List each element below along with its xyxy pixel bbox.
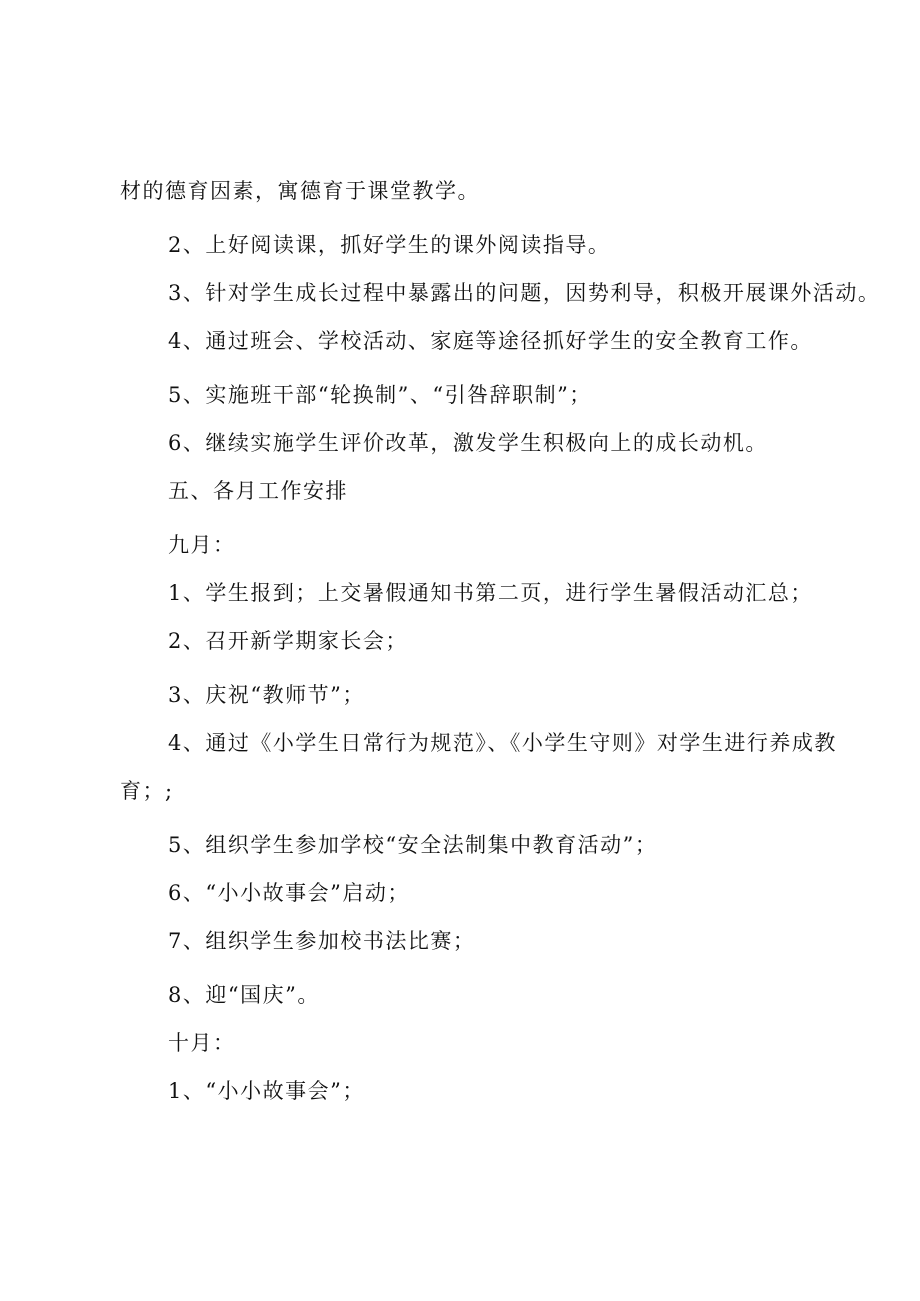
- list-item: 2、召开新学期家长会；: [168, 629, 408, 653]
- list-item: 2、上好阅读课，抓好学生的课外阅读指导。: [168, 233, 611, 257]
- paragraph-continuation: 材的德育因素，寓德育于课堂教学。: [120, 179, 480, 203]
- list-item: 4、通过班会、学校活动、家庭等途径抓好学生的安全教育工作。: [168, 329, 813, 353]
- month-heading: 九月：: [168, 533, 236, 557]
- section-heading: 五、各月工作安排: [168, 479, 348, 503]
- list-item: 1、“小小故事会”；: [168, 1079, 365, 1103]
- list-item: 6、继续实施学生评价改革，激发学生积极向上的成长动机。: [168, 431, 768, 455]
- month-heading: 十月：: [168, 1031, 236, 1055]
- list-item: 8、迎“国庆”。: [168, 983, 320, 1007]
- list-item: 6、“小小故事会”启动；: [168, 881, 410, 905]
- list-item-continuation: 育；;: [120, 779, 174, 803]
- list-item: 1、学生报到；上交暑假通知书第二页，进行学生暑假活动汇总；: [168, 581, 813, 605]
- list-item: 4、通过《小学生日常行为规范》、《小学生守则》对学生进行养成教: [168, 731, 837, 755]
- list-item: 3、针对学生成长过程中暴露出的问题，因势利导，积极开展课外活动。: [168, 281, 881, 305]
- list-item: 3、庆祝“教师节”；: [168, 683, 365, 707]
- list-item: 7、组织学生参加校书法比赛；: [168, 929, 476, 953]
- list-item: 5、实施班干部“轮换制”、“引咎辞职制”；: [168, 383, 592, 407]
- list-item: 5、组织学生参加学校“安全法制集中教育活动”；: [168, 833, 658, 857]
